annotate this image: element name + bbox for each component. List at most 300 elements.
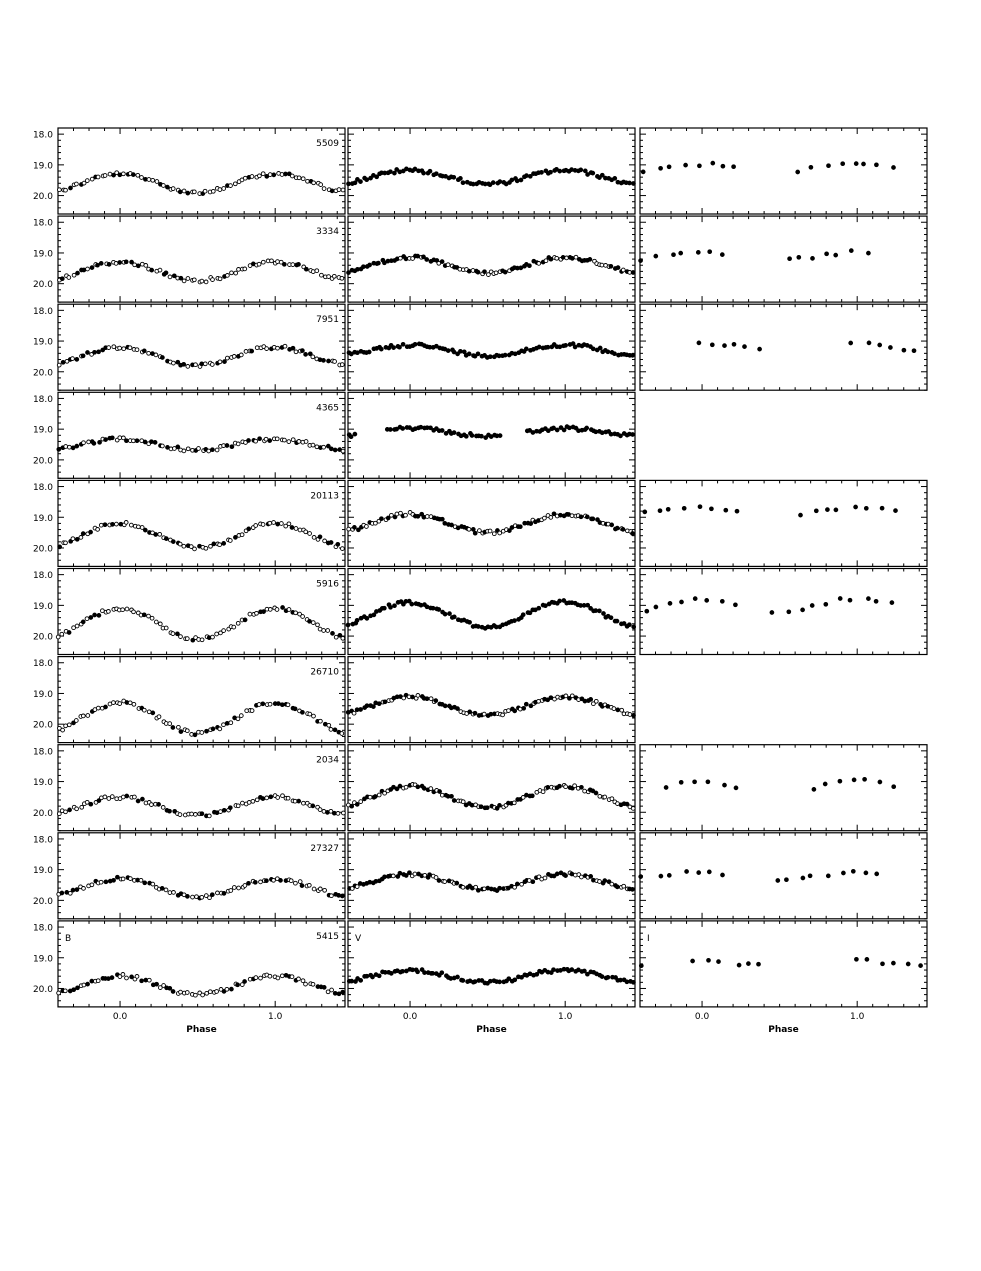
data-point [498,804,502,808]
data-point [631,354,635,358]
panel-5509-I [640,128,927,214]
data-point [455,881,459,885]
data-point [255,611,259,615]
panel-frame [640,745,927,831]
data-point [707,870,711,874]
data-point [404,874,408,878]
data-point [691,959,695,963]
data-point [416,694,420,698]
data-point [75,624,79,628]
data-point [476,270,480,274]
data-point [103,174,107,178]
data-point [854,162,858,166]
data-point [724,508,728,512]
data-point [631,888,635,892]
data-point [82,887,86,891]
data-point [440,517,444,521]
data-point [537,606,541,610]
x-tick-label: 1.0 [268,1011,283,1022]
data-point [483,270,487,274]
data-point [322,986,326,990]
data-point [250,709,254,713]
data-point [494,271,498,275]
star-id-label: 5509 [316,139,339,149]
data-point [265,347,269,351]
y-tick-label: 19.0 [32,866,53,877]
data-point [796,170,800,174]
data-point [612,707,616,711]
data-point [229,721,233,725]
data-point [492,532,496,536]
data-point [721,164,725,168]
data-point [473,980,477,984]
data-point [801,876,805,880]
data-point [564,694,568,698]
data-point [93,350,97,354]
data-point [622,884,626,888]
data-point [461,800,465,804]
data-point [311,443,315,447]
data-point [620,708,624,712]
data-point [81,714,85,718]
data-point [132,610,136,614]
data-point [193,547,197,551]
data-point [172,361,176,365]
panel-frame [640,128,927,214]
data-point [519,178,523,182]
data-point [365,178,369,182]
data-point [362,265,366,269]
panel-20113-B [33,480,345,566]
data-point [107,346,111,350]
panel-5916-I [640,569,927,655]
panel-2034-I [640,745,927,831]
data-point [438,790,442,794]
data-point [97,350,101,354]
x-tick-label: 0.0 [402,1011,418,1022]
data-point [525,174,529,178]
data-point [641,170,645,174]
data-point [261,172,265,176]
data-point [732,342,736,346]
data-point [892,961,896,965]
data-point [247,439,251,443]
panel-20113-I [640,480,927,566]
data-point [300,884,304,888]
data-point [467,527,471,531]
data-point [589,875,593,879]
data-point [799,513,803,517]
panel-3334-I [639,216,927,302]
data-point [513,619,517,623]
data-point [212,542,216,546]
y-tick-label: 18.0 [32,483,53,494]
data-point [693,780,697,784]
data-point [552,968,556,972]
data-point [697,871,701,875]
data-point [346,623,350,627]
data-point [522,706,526,710]
data-point [61,360,65,364]
y-tick-label: 19.0 [32,689,53,700]
data-point [124,521,128,525]
data-point [598,794,602,798]
data-point [355,885,359,889]
data-point [71,537,75,541]
data-point [111,523,115,527]
data-point [401,427,405,431]
data-point [720,599,724,603]
data-point [230,271,234,275]
data-point [334,635,338,639]
band-label: I [647,933,650,944]
data-point [125,439,129,443]
data-point [615,619,619,623]
data-point [404,513,408,517]
data-point [86,982,90,986]
panel-frame [58,128,345,214]
data-point [135,439,139,443]
data-point [135,348,139,352]
data-point [479,805,483,809]
data-point [63,989,67,993]
data-point [437,608,441,612]
panel-5415-B [33,921,345,1035]
data-point [272,173,276,177]
y-tick-label: 18.0 [32,923,53,934]
data-point [600,173,604,177]
data-point [401,969,405,973]
y-tick-label: 20.0 [32,808,53,819]
data-point [488,355,492,359]
y-tick-label: 19.0 [32,337,53,348]
data-point [171,632,175,636]
data-point [103,795,107,799]
data-point [349,435,353,439]
data-point [568,426,572,430]
data-point [121,973,125,977]
data-point [371,975,375,979]
data-point [600,263,604,267]
data-point [558,345,562,349]
data-point [268,974,272,978]
data-point [71,357,75,361]
panel-5916-B [33,569,345,655]
data-point [330,189,334,193]
data-point [60,632,64,636]
data-point [161,806,165,810]
data-point [121,877,125,881]
panel-7951-B [33,304,345,390]
data-point [294,527,298,531]
data-point [291,263,295,267]
data-point [93,613,97,617]
data-point [530,794,534,798]
data-point [416,514,420,518]
data-point [282,262,286,266]
data-point [142,613,146,617]
y-tick-label: 18.0 [32,659,53,670]
data-point [664,786,668,790]
data-point [811,257,815,261]
data-point [838,779,842,783]
data-point [236,717,240,721]
data-point [124,260,128,264]
panel-5415-V [347,921,635,1035]
data-point [151,882,155,886]
data-point [679,251,683,255]
data-point [559,513,563,517]
data-point [222,808,226,812]
data-point [244,350,248,354]
data-point [190,812,194,816]
data-point [158,268,162,272]
data-point [308,619,312,623]
data-point [619,434,623,438]
y-tick-label: 18.0 [32,571,53,582]
data-point [280,703,284,707]
data-point [297,440,301,444]
data-point [284,172,288,176]
data-point [161,356,165,360]
data-point [304,982,308,986]
data-point [57,447,61,451]
data-point [476,352,480,356]
data-point [259,976,263,980]
data-point [855,957,859,961]
data-point [580,785,584,789]
data-point [359,708,363,712]
data-point [243,980,247,984]
data-point [294,881,298,885]
data-point [311,355,315,359]
data-point [81,620,85,624]
data-point [129,523,133,527]
data-point [373,795,377,799]
data-point [443,521,447,525]
data-point [154,533,158,537]
data-point [332,274,336,278]
data-point [194,813,198,817]
panel-frame [58,392,345,478]
data-point [203,362,207,366]
data-point [365,617,369,621]
data-point [58,545,62,549]
data-point [298,880,302,884]
star-id-label: 3334 [316,227,339,238]
data-point [158,622,162,626]
data-point [667,874,671,878]
data-point [628,623,632,627]
data-point [503,353,507,357]
data-point [606,975,610,979]
data-point [513,978,517,982]
data-point [75,537,79,541]
x-axis-label: Phase [186,1024,217,1035]
data-point [96,175,100,179]
data-point [71,888,75,892]
data-point [473,531,477,535]
data-point [110,436,114,440]
data-point [104,705,108,709]
data-point [501,713,505,717]
data-point [698,505,702,509]
data-point [459,349,463,353]
data-point [720,253,724,257]
data-point [89,802,93,806]
data-point [543,516,547,520]
panel-frame [640,304,927,390]
data-point [331,632,335,636]
data-point [112,878,116,882]
data-point [186,191,190,195]
star-id-label: 2034 [316,755,339,766]
data-point [471,528,475,532]
data-point [552,426,556,430]
data-point [225,444,229,448]
data-point [76,986,80,990]
data-point [347,271,351,275]
data-point [573,784,577,788]
data-point [211,727,215,731]
data-point [389,170,393,174]
data-point [211,448,215,452]
data-point [452,175,456,179]
data-point [585,426,589,430]
data-point [107,610,111,614]
data-point [696,251,700,255]
star-id-label: 4365 [316,403,339,414]
data-point [185,637,189,641]
data-point [200,279,204,283]
panel-7951-V [347,304,635,390]
data-point [697,341,701,345]
data-point [329,728,333,732]
y-tick-label: 19.0 [32,778,53,789]
data-point [122,172,126,176]
data-point [110,795,114,799]
data-point [834,508,838,512]
data-point [168,809,172,813]
data-point [234,271,238,275]
data-point [329,447,333,451]
data-point [193,733,197,737]
data-point [322,187,326,191]
star-id-label: 20113 [310,491,339,502]
y-tick-label: 18.0 [32,218,53,229]
data-point [311,621,315,625]
data-point [422,787,426,791]
x-tick-label: 1.0 [850,1011,865,1022]
data-point [178,190,182,194]
data-point [164,537,168,541]
data-point [555,428,559,432]
data-point [341,547,345,551]
data-point [359,800,363,804]
data-point [810,604,814,608]
data-point [312,536,316,540]
data-point [365,974,369,978]
data-point [107,263,111,267]
data-point [171,990,175,994]
data-point [268,608,272,612]
data-point [480,434,484,438]
data-point [912,349,916,353]
data-point [425,515,429,519]
data-point [852,778,856,782]
data-point [600,431,604,435]
data-point [423,971,427,975]
data-point [340,894,344,898]
data-point [342,811,346,815]
data-point [632,182,636,186]
data-point [732,165,736,169]
data-point [185,729,189,733]
data-point [848,598,852,602]
data-point [383,700,387,704]
band-label: B [65,933,72,944]
data-point [513,709,517,713]
data-point [425,258,429,262]
data-point [186,365,190,369]
data-point [336,542,340,546]
data-point [340,363,344,367]
data-point [413,872,417,876]
panel-2034-V [347,745,636,831]
star-id-label: 7951 [316,315,339,326]
data-point [210,893,214,897]
data-point [236,804,240,808]
data-point [318,808,322,812]
data-point [875,163,879,167]
data-point [333,360,337,364]
data-point [147,178,151,182]
data-point [112,701,116,705]
data-point [440,429,444,433]
data-point [573,345,577,349]
data-point [283,438,287,442]
data-point [416,785,420,789]
data-point [265,796,269,800]
data-point [377,974,381,978]
data-point [659,874,663,878]
data-point [283,344,287,348]
data-point [461,885,465,889]
star-id-label: 5916 [316,579,339,590]
data-point [97,614,101,618]
data-point [919,964,923,968]
data-point [654,254,658,258]
data-point [411,968,415,972]
data-point [580,875,584,879]
data-point [151,178,155,182]
data-point [757,962,761,966]
data-point [257,703,261,707]
data-point [216,891,220,895]
panel-frame [58,304,345,390]
y-tick-label: 19.0 [32,954,53,965]
data-point [141,797,145,801]
data-point [277,702,281,706]
data-point [74,719,78,723]
data-point [254,524,258,528]
data-point [531,880,535,884]
data-point [254,439,258,443]
data-point [243,618,247,622]
y-tick-label: 19.0 [32,513,53,524]
data-point [610,882,614,886]
data-point [147,614,151,618]
